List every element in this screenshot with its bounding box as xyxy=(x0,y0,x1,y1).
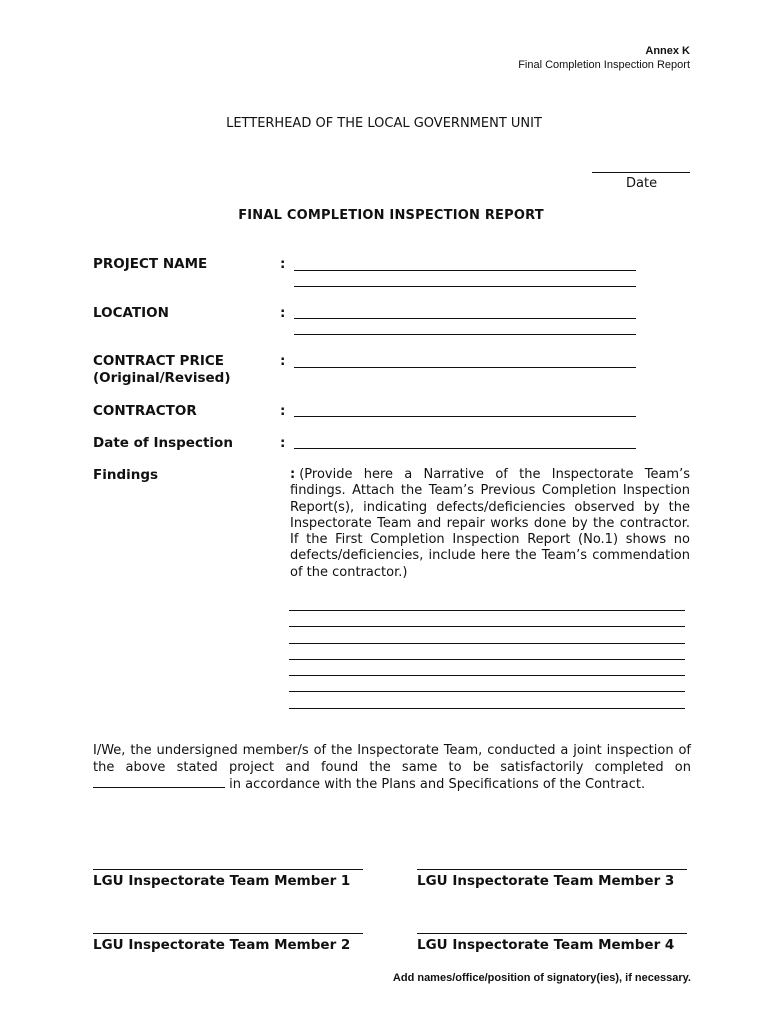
findings-line[interactable] xyxy=(289,691,685,692)
date-label: Date xyxy=(626,176,658,191)
contractor-field[interactable] xyxy=(294,416,636,417)
contract-price-subtext: (Original/Revised) xyxy=(93,370,231,386)
signatory-label-member-3: LGU Inspectorate Team Member 3 xyxy=(417,873,675,889)
contractor-label: CONTRACTOR xyxy=(93,403,197,419)
contract-price-label xyxy=(93,353,231,387)
findings-line[interactable] xyxy=(289,643,685,644)
signatory-footnote: Add names/office/position of signatory(ies), if necessary. xyxy=(392,972,691,984)
completion-date-field[interactable] xyxy=(93,776,225,788)
findings-narrative xyxy=(290,467,690,581)
annex-label: Annex K xyxy=(645,45,690,57)
findings-label: Findings xyxy=(93,467,159,483)
colon: : xyxy=(280,435,286,451)
findings-line[interactable] xyxy=(289,626,685,627)
project-name-field[interactable] xyxy=(294,270,636,271)
signature-line-member-2[interactable] xyxy=(93,933,363,934)
colon: : xyxy=(280,256,286,272)
colon: : xyxy=(280,353,286,369)
findings-line[interactable] xyxy=(289,610,685,611)
date-field[interactable] xyxy=(592,160,690,173)
project-name-label: PROJECT NAME xyxy=(93,256,208,272)
colon: : xyxy=(290,467,296,482)
signature-line-member-1[interactable] xyxy=(93,869,363,870)
statement-after: in accordance with the Plans and Specifications of the Contract. xyxy=(229,777,646,792)
date-of-inspection-label: Date of Inspection xyxy=(93,435,233,451)
findings-line[interactable] xyxy=(289,675,685,676)
findings-line[interactable] xyxy=(289,659,685,660)
colon: : xyxy=(280,403,286,419)
findings-text: (Provide here a Narrative of the Inspectorate Team’s findings. Attach the Team’s Previous Completion Inspection Report(s), indicating defects/deficiencies observed by the Inspectorate Team and repair works done by the contractor. If the First Completion Inspection Report (No.1) shows no defects/deficiencies, include here the Team’s commendation of the contractor.) xyxy=(290,467,690,580)
location-label: LOCATION xyxy=(93,305,169,321)
contract-price-text: CONTRACT PRICE xyxy=(93,353,224,369)
colon: : xyxy=(280,305,286,321)
annex-subtitle: Final Completion Inspection Report xyxy=(518,59,690,71)
contract-price-field[interactable] xyxy=(294,367,636,368)
signature-line-member-3[interactable] xyxy=(417,869,687,870)
annex-header xyxy=(518,44,690,72)
location-field[interactable] xyxy=(294,318,636,319)
certification-statement xyxy=(93,743,691,794)
signatory-label-member-1: LGU Inspectorate Team Member 1 xyxy=(93,873,351,889)
letterhead: LETTERHEAD OF THE LOCAL GOVERNMENT UNIT xyxy=(226,116,542,131)
signatory-label-member-2: LGU Inspectorate Team Member 2 xyxy=(93,937,351,953)
date-of-inspection-field[interactable] xyxy=(294,448,636,449)
signature-line-member-4[interactable] xyxy=(417,933,687,934)
project-name-field-line2[interactable] xyxy=(294,286,636,287)
document-title: FINAL COMPLETION INSPECTION REPORT xyxy=(238,208,544,223)
statement-before: I/We, the undersigned member/s of the Inspectorate Team, conducted a joint inspection of the above stated project and found the same to be satisfactorily completed on xyxy=(93,743,691,775)
signatory-label-member-4: LGU Inspectorate Team Member 4 xyxy=(417,937,675,953)
location-field-line2[interactable] xyxy=(294,334,636,335)
findings-line[interactable] xyxy=(289,708,685,709)
